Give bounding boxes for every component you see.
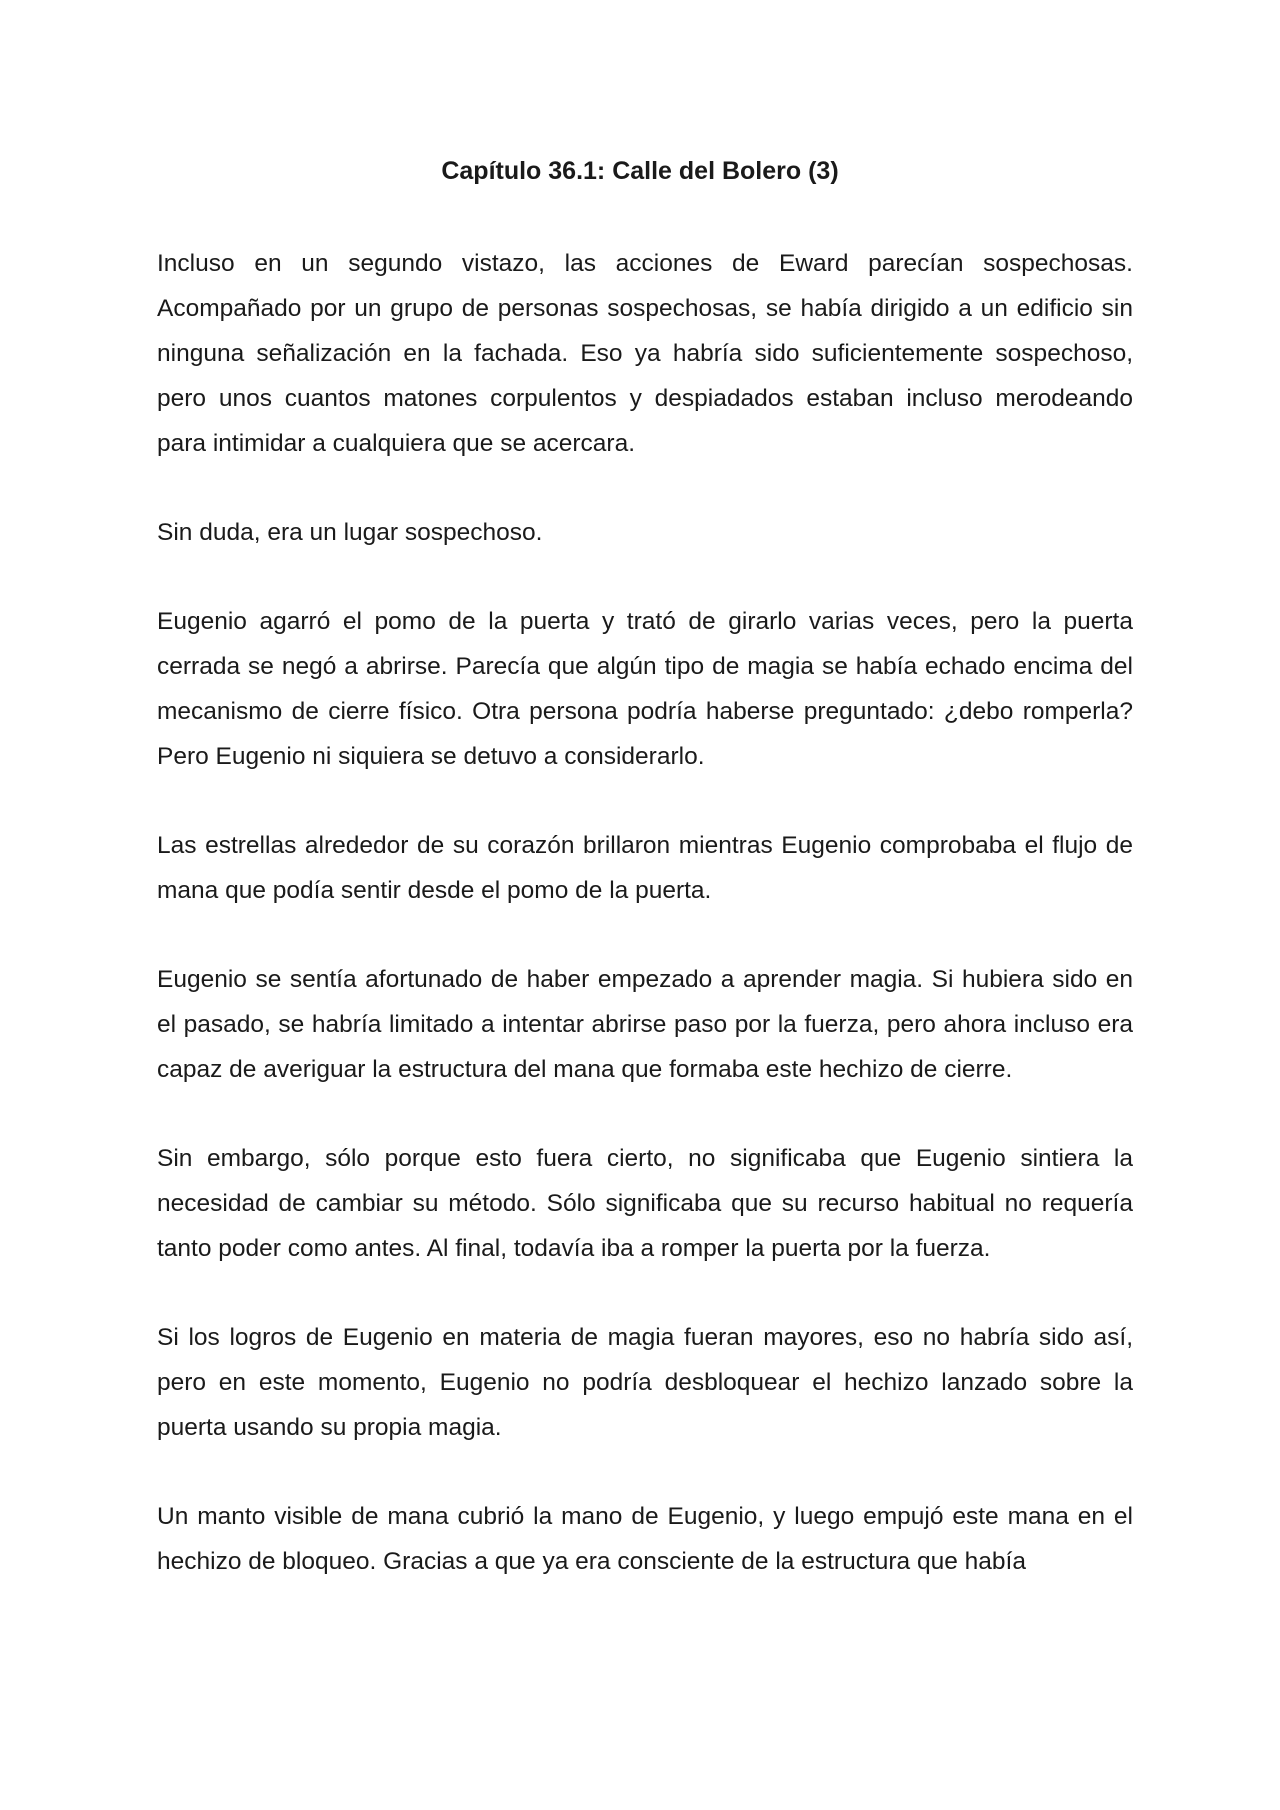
paragraph: Eugenio agarró el pomo de la puerta y trató de girarlo varias veces, pero la puerta cerrada se negó a abrirse. Parecía que algún tipo de magia se había echado encima del mecanismo de cierre físico. Otra persona podría haberse preguntado: ¿debo romperla? Pero Eugenio ni siquiera se detuvo a considerarlo. xyxy=(157,608,1133,770)
document-body xyxy=(157,241,1133,1628)
chapter-title: Capítulo 36.1: Calle del Bolero (3) xyxy=(441,157,839,185)
paragraph: Incluso en un segundo vistazo, las acciones de Eward parecían sospechosas. Acompañado por un grupo de personas sospechosas, se había dirigido a un edificio sin ninguna señalización en la fachada. Eso ya habría sido suficientemente sospechoso, pero unos cuantos matones corpulentos y despiadados estaban incluso merodeando para intimidar a cualquiera que se acercara. xyxy=(157,250,1133,457)
paragraph: Las estrellas alrededor de su corazón brillaron mientras Eugenio comprobaba el flujo de mana que podía sentir desde el pomo de la puerta. xyxy=(157,832,1133,904)
paragraph: Un manto visible de mana cubrió la mano de Eugenio, y luego empujó este mana en el hechizo de bloqueo. Gracias a que ya era consciente de la estructura que había xyxy=(157,1503,1133,1575)
paragraph: Si los logros de Eugenio en materia de magia fueran mayores, eso no habría sido así, pero en este momento, Eugenio no podría desbloquear el hechizo lanzado sobre la puerta usando su propia magia. xyxy=(157,1324,1133,1441)
paragraph: Sin duda, era un lugar sospechoso. xyxy=(157,519,543,546)
paragraph: Eugenio se sentía afortunado de haber empezado a aprender magia. Si hubiera sido en el pasado, se habría limitado a intentar abrirse paso por la fuerza, pero ahora incluso era capaz de averiguar la estructura del mana que formaba este hechizo de cierre. xyxy=(157,966,1133,1083)
paragraph: Sin embargo, sólo porque esto fuera cierto, no significaba que Eugenio sintiera la necesidad de cambiar su método. Sólo significaba que su recurso habitual no requería tanto poder como antes. Al final, todavía iba a romper la puerta por la fuerza. xyxy=(157,1145,1133,1262)
